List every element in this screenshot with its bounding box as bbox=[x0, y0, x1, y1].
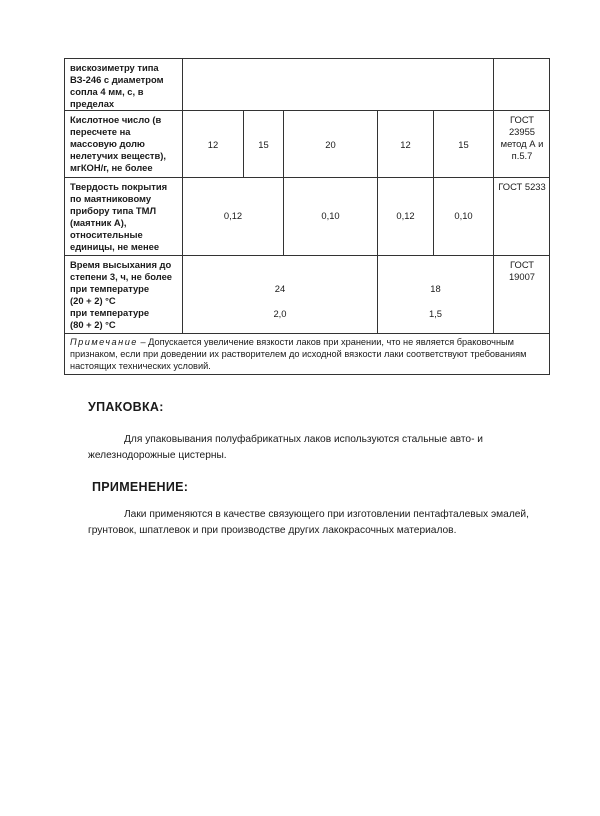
packaging-text: Для упаковывания полуфабрикатных лаков используются стальные авто- и железнодорожные цистерны. bbox=[88, 434, 483, 461]
test-method: ГОСТ 19007 bbox=[508, 259, 536, 282]
value-cell: 0,12 bbox=[223, 210, 243, 221]
property-hardness: Твердость покрытия по маятниковому прибору типа ТМЛ (маятник А), относительные единицы, не менее bbox=[70, 181, 168, 252]
value-cell: 12 bbox=[207, 139, 219, 150]
value-cell: 0,10 bbox=[454, 210, 473, 221]
test-method: ГОСТ 5233 bbox=[498, 181, 546, 192]
table-border-bottom bbox=[64, 374, 550, 375]
table-row-divider bbox=[64, 177, 550, 178]
packaging-heading: УПАКОВКА: bbox=[88, 400, 164, 414]
note-label: Примечание bbox=[70, 337, 138, 347]
property-acid-number: Кислотное число (в пересчете на массовую долю нелетучих веществ), мгКОН/г, не более bbox=[70, 114, 167, 173]
application-heading: ПРИМЕНЕНИЕ: bbox=[92, 480, 189, 494]
value-cell: 15 bbox=[258, 139, 269, 150]
value-cell: 15 bbox=[458, 139, 469, 150]
table-col-divider bbox=[493, 58, 494, 333]
table-row-divider bbox=[64, 110, 550, 111]
table-col-divider bbox=[377, 110, 378, 255]
table-border-top bbox=[64, 58, 550, 59]
temperature-value: (20 + 2) °С bbox=[70, 295, 116, 306]
value-cell: 0,12 bbox=[396, 210, 415, 221]
note-text: – Допускается увеличение вязкости лаков при хранении, что не является браковочным признаком, если при доведении их растворителем до исходной вязкости лаки соответствуют требованиям настоящих технических условий. bbox=[70, 337, 527, 371]
temperature-value: (80 + 2) °С bbox=[70, 319, 116, 330]
table-row-divider bbox=[64, 255, 550, 256]
test-method: ГОСТ 23955 метод А и п.5.7 bbox=[500, 114, 544, 161]
value-cell: 1,5 bbox=[428, 308, 443, 319]
property-drying-time: Время высыхания до степени 3, ч, не более bbox=[70, 259, 173, 282]
table-note bbox=[70, 336, 545, 372]
value-cell: 12 bbox=[400, 139, 411, 150]
temperature-label: при температуре bbox=[70, 307, 150, 318]
value-cell: 0,10 bbox=[321, 210, 340, 221]
application-text: Лаки применяются в качестве связующего при изготовлении пентафталевых эмалей, грунтовок, шпатлевок и при производстве других лакокрасочных материалов. bbox=[88, 509, 529, 536]
property-viscosity-cont: вискозиметру типа ВЗ-246 с диаметром сопла 4 мм, с, в пределах bbox=[70, 62, 164, 109]
value-cell: 24 bbox=[274, 283, 286, 294]
temperature-label: при температуре bbox=[70, 283, 150, 294]
table-border-left bbox=[64, 58, 65, 375]
table-row-divider bbox=[64, 333, 550, 334]
table-border-right bbox=[549, 58, 550, 375]
value-cell: 2,0 bbox=[273, 308, 287, 319]
value-cell: 18 bbox=[430, 283, 441, 294]
value-cell: 20 bbox=[325, 139, 336, 150]
